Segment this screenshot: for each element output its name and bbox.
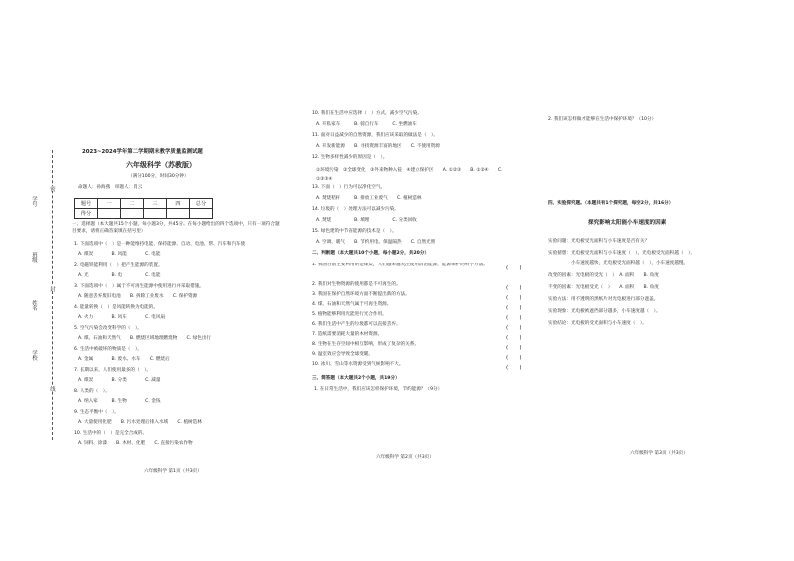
experiment-title: 探究影响太阳能小车速度的因素	[588, 220, 667, 226]
answer-parens[interactable]: ( )	[506, 295, 522, 301]
score-cell: 四	[167, 199, 190, 209]
question-10b-options: A. 开私家车 B. 骑自行车 C. 坐燃油车	[316, 122, 417, 127]
answer-parens[interactable]: ( )	[506, 355, 522, 361]
cut-text-mi: 密	[49, 186, 55, 192]
short-answer-question-2: 2. 我们该怎样做才能够在生活中保护环境？（10分）	[548, 117, 657, 122]
judgment-item	[312, 293, 522, 302]
question-7-options: A. 煤炭 B. 分类 C. 减量	[78, 378, 161, 383]
answer-parens[interactable]: ( )	[506, 265, 522, 271]
question-6-options: A. 金属 B. 废水、水车 C. 燃烧后	[78, 357, 170, 362]
judgment-item	[312, 313, 522, 322]
score-cell: 总分	[190, 199, 213, 209]
page-1	[60, 0, 280, 561]
judgment-item	[312, 323, 522, 332]
judgment-item	[312, 343, 522, 352]
score-table-header-row	[75, 199, 213, 209]
answer-parens[interactable]: ( )	[506, 325, 522, 331]
experiment-conclusion[interactable]: 实验结论：光电板的受光面积与小车速度（ ）。	[548, 321, 647, 326]
question-2: 2. 电磁铁能利用（ ）把产生能源的装置。	[74, 263, 163, 268]
question-5: 5. 空气污染会改变科学的（ ）。	[74, 326, 142, 331]
experiment-method: 实验方法：用不透明的黑纸片对光电板进行部分遮盖。	[548, 297, 659, 302]
question-1-options: A. 煤炭 B. 风能 C. 电能	[78, 252, 161, 257]
question-14: 14. 垃圾的（ ）处理方法可以减少污染。	[312, 207, 399, 212]
question-4: 4. 能量转换（ ）是风能转换为电能的。	[74, 305, 158, 310]
question-10: 10. 生活中的（ ）是完全合成的。	[74, 431, 148, 436]
judgment-item	[312, 353, 522, 362]
short-answer-question-1: 1. 在日常生活中，我们应该怎样保护环境，节约能源？（9分）	[314, 387, 443, 392]
section-1-title: 一、选择题（本大题共15个小题，每小题3分，共45分。在每小题给出的四个选项中，只有一项符合题目要求，请将正确答案填在括号里）	[72, 222, 280, 234]
exam-title: 2023~2024学年第二学期期末教学质量监测试题	[82, 149, 203, 155]
score-cell: 得分	[75, 209, 98, 219]
section-3-title: 三、简答题（本大题共2个小题，共19分）	[312, 376, 400, 381]
answer-parens[interactable]: ( )	[506, 335, 522, 341]
score-cell: 一	[98, 199, 121, 209]
question-13-options: A. 焚烧秸秆 B. 排放工业废气 C. 植树造林	[316, 196, 422, 201]
question-6: 6. 生活中被破坏的物质是（ ）。	[74, 347, 142, 352]
experiment-hypothesis-cont[interactable]: 小车速度越快，光电板受光面积越（ ），小车速度越慢。	[548, 261, 689, 266]
judgment-item	[312, 333, 522, 342]
judgment-text: 7. 造纸需要消耗大量的木材资源。	[312, 332, 383, 337]
score-input-cell[interactable]	[167, 209, 190, 219]
section-4-title: 四、实验探究题。（本题共有1个探究题，每空2分，共16分）	[548, 201, 674, 206]
question-15: 15. 绿色建筑中节省能源的技术是（ ）。	[312, 229, 397, 234]
judgment-text: 9. 温室效应会导致全球变暖。	[312, 352, 373, 357]
experiment-hypothesis[interactable]: 实验猜想：光电板受光面积与小车速度（ ）。光电板受光面积越（ ），	[548, 251, 695, 256]
judgment-item	[312, 263, 522, 272]
score-input-cell[interactable]	[98, 209, 121, 219]
cut-text-xian: 线	[49, 386, 55, 392]
exam-subtitle: 六年级科学（苏教版）	[126, 161, 196, 169]
answer-area-1[interactable]	[314, 398, 514, 448]
score-input-cell[interactable]	[121, 209, 144, 219]
exam-authors: 命题人：孙海燕 审题人：肖云	[78, 185, 143, 190]
score-table-score-row	[75, 209, 213, 219]
judgment-text: 8. 生物在生存空间中相互影响，形成了复杂的关系。	[312, 342, 419, 347]
experiment-question: 实验问题：光电板受光面积与小车速度是否有关？	[548, 239, 650, 244]
judgment-text: 4. 煤、石油和天然气属于可再生资源。	[312, 302, 392, 307]
answer-parens[interactable]: ( )	[506, 365, 522, 371]
question-11-options: A. 开发新能源 B. 寻找资源丰富的地区 C. 不使用资源	[316, 144, 440, 149]
score-cell: 二	[121, 199, 144, 209]
question-5-options: A. 煤、石油和天然气 B. 燃烧区域地理燃烧物 C. 绿色出行	[78, 336, 212, 341]
judgment-item	[312, 303, 522, 312]
question-11: 11. 面对日益减少的自然资源，我们应该采取的做法是（ ）。	[312, 133, 438, 138]
question-13: 13. 下面（ ）行为可以净化空气。	[312, 185, 386, 190]
question-14-options: A. 焚烧 B. 填埋 C. 分类回收	[316, 218, 417, 223]
judgment-item	[312, 283, 522, 292]
margin-label-name: 姓名	[31, 300, 37, 311]
margin-label-student-id: 学号	[31, 196, 37, 207]
cut-line	[52, 150, 53, 440]
answer-parens[interactable]: ( )	[506, 305, 522, 311]
section-2-title: 二、判断题（本大题共10个小题，每小题2分，共20分）	[312, 251, 430, 256]
judgment-text: 5. 植物能够利用光能进行光合作用。	[312, 312, 387, 317]
score-cell: 三	[144, 199, 167, 209]
experiment-phenomenon[interactable]: 实验现象：光电板被遮挡部分越多，小车速度越（ ）。	[548, 309, 661, 314]
question-7: 7. 长期以来，人们使用最多的（ ）。	[74, 368, 152, 373]
cut-text-feng: 封	[49, 286, 55, 292]
page-2	[312, 0, 522, 561]
question-12-options: ①环境污染 ②全球变化 ③外来物种入侵 ④建立保护区 A. ①②③ B. ①②④ C. ①②③④	[316, 168, 503, 182]
score-cell: 题号	[75, 199, 98, 209]
question-8-options: A. 纳入家 B. 生物 C. 金钱	[78, 399, 161, 404]
score-input-cell[interactable]	[190, 209, 213, 219]
answer-parens[interactable]: ( )	[506, 285, 522, 291]
question-2-options: A. 光 B. 电 C. 电能	[78, 273, 161, 278]
experiment-fixed-factor[interactable]: 不变的因素：光电板受光（ ） A. 面积 B. 角度	[548, 285, 659, 290]
judgment-text: 6. 我们生活中产生的垃圾都可以直接丢弃。	[312, 322, 401, 327]
question-9: 9. 生态平衡中（ ）。	[74, 410, 119, 415]
answer-parens[interactable]: ( )	[506, 315, 522, 321]
score-input-cell[interactable]	[144, 209, 167, 219]
page-3	[548, 0, 788, 561]
exam-note: （满分100分，时间30分钟）	[128, 174, 189, 179]
question-4-options: A. 火力 B. 风车 C. 电风扇	[78, 315, 166, 320]
question-12: 12. 生物多样性减少的原因是（ ）。	[312, 155, 388, 160]
question-15-options: A. 空调、暖气 B. 节约用电、保温隔热 C. 自然光照	[316, 240, 436, 245]
page-3-footer: 六年级科学 第3页（共3页）	[630, 451, 688, 456]
answer-area-2[interactable]	[548, 128, 778, 198]
page-1-footer: 六年级科学 第1页（共3页）	[144, 469, 202, 474]
question-3: 3. 下面选项中（ ）属于不可再生能源中使用进行并采取措施。	[74, 284, 204, 289]
question-8: 8. 人类的（ ）。	[74, 389, 110, 394]
judgment-text: 10. 冰川、雪山等水资源受到气候影响不大。	[312, 362, 404, 367]
question-3-options: A. 随意丢弃废旧电池 B. 拆除工业废水 C. 保护资源	[78, 294, 198, 299]
question-9-options: A. 大量使用化肥 B. 污水处理后排入水域 C. 植树造林	[78, 420, 202, 425]
score-table	[74, 198, 213, 219]
question-10-options: A. 饲料、涂漆 B. 木材、化肥 C. 直接污染农作物	[78, 441, 193, 446]
experiment-changed-factor[interactable]: 改变的因素：光电板的受光（ ） A. 面积 B. 角度	[548, 273, 659, 278]
margin-label-school: 学校	[31, 350, 37, 361]
page-2-footer: 六年级科学 第2页（共3页）	[376, 455, 434, 460]
question-10b: 10. 我们在生活中应选择（ ）方式，减少空气污染。	[312, 111, 422, 116]
judgment-text: 3. 我国在保护自然环境方面不断提出新的方法。	[312, 292, 410, 297]
judgment-text: 1. 我国目前主要利用的是煤炭，人们越来越关注使用清洁能源，能源保护的科学方法。	[312, 263, 488, 267]
question-1: 1. 下面选项中（ ）是一种能维持电能、保持能源、自动、电池、帮、汽车和汽车使	[74, 242, 246, 247]
margin-label-class: 班级	[31, 252, 37, 263]
answer-parens[interactable]: ( )	[506, 345, 522, 351]
judgment-text: 2. 我们对生物资源的使用都是不可再生的。	[312, 282, 401, 287]
judgment-item	[312, 363, 522, 372]
